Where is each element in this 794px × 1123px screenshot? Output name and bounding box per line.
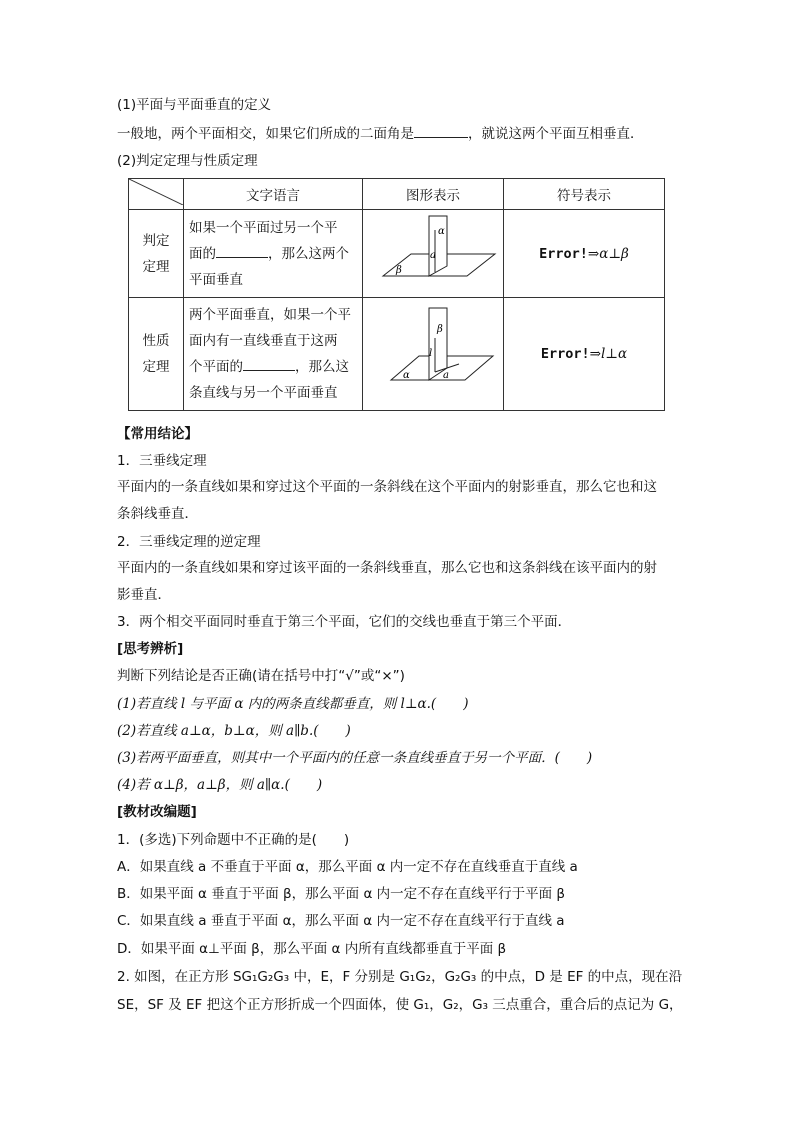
option-d[interactable]: D．如果平面 α⊥平面 β，那么平面 α 内所有直线都垂直于平面 β: [117, 941, 507, 957]
symbol-determination: [504, 210, 665, 298]
symbol-expression: ⇒l⊥α: [589, 346, 628, 362]
question-2-line-1: 2. 如图，在正方形 SG₁G₂G₃ 中，E，F 分别是 G₁G₂，G₂G₃ 的中点，D 是 EF 的中点，现在沿: [117, 969, 683, 985]
judgment-3: (3)若两平面垂直，则其中一个平面内的任意一条直线垂直于另一个平面．( ): [117, 750, 593, 766]
definition-blank[interactable]: [414, 124, 468, 138]
judgment-4: (4)若 α⊥β，a⊥β，则 a∥α.( ): [117, 777, 323, 793]
fig-label-beta: β: [437, 324, 443, 335]
conclusion-2-body-1: 平面内的一条直线如果和穿过该平面的一条斜线垂直，那么它也和这条斜线在该平面内的射: [117, 560, 657, 576]
determination-diagram: [363, 210, 503, 293]
theorem-table: [128, 178, 665, 411]
symbol-expression: ⇒α⊥β: [587, 245, 629, 262]
corner-diagonal-line: [129, 179, 183, 205]
desc-text: ，那么这: [295, 359, 349, 375]
desc-text: 面的: [189, 245, 216, 262]
header-corner-cell: [129, 179, 184, 210]
determination-blank[interactable]: [216, 244, 268, 258]
table-row-determination: [129, 210, 665, 298]
row-label-property: [129, 298, 184, 411]
property-blank[interactable]: [243, 357, 295, 371]
row-label-line: 定理: [142, 359, 170, 375]
definition-text-a: 一般地，两个平面相交，如果它们所成的二面角是: [117, 126, 414, 142]
question-2-line-2: SE，SF 及 EF 把这个正方形折成一个四面体，使 G₁，G₂，G₃ 三点重合，重合后的点记为 G，: [117, 997, 683, 1013]
figure-property: [363, 298, 504, 411]
judgment-2: (2)若直线 a⊥α，b⊥α，则 a∥b.( ): [117, 723, 351, 739]
row-label-line: 判定: [142, 232, 170, 249]
fig-label-beta: β: [396, 265, 402, 276]
row-desc-property: [184, 298, 363, 411]
desc-line: [189, 354, 357, 380]
conclusion-1-body-2: 条斜线垂直．: [117, 506, 198, 522]
row-label-determination: [129, 210, 184, 298]
section-2-title: (2)判定定理与性质定理: [117, 153, 258, 169]
question-1: 1．(多选)下列命题中不正确的是( ): [117, 832, 350, 848]
common-conclusions-title: 【常用结论】: [117, 426, 198, 442]
figure-determination: [363, 210, 504, 298]
judgment-1: (1)若直线 l 与平面 α 内的两条直线都垂直，则 l⊥α.( ): [117, 696, 469, 712]
fig-label-a: a: [430, 250, 436, 261]
symbol-error-text: Error!: [540, 346, 590, 362]
think-analysis-title: [思考辨析]: [117, 641, 184, 657]
desc-line: 如果一个平面过另一个平: [189, 219, 338, 236]
fig-label-alpha: α: [403, 370, 410, 381]
desc-line: 面内有一直线垂直于这两: [189, 333, 338, 349]
desc-line: 条直线与另一个平面垂直: [189, 385, 338, 401]
row-label-line: 性质: [142, 333, 170, 349]
header-symbol: 符号表示: [504, 179, 665, 210]
symbol-property: [504, 298, 665, 411]
conclusion-1-body-1: 平面内的一条直线如果和穿过这个平面的一条斜线在这个平面内的射影垂直，那么它也和这: [117, 479, 657, 495]
section-1-title: (1)平面与平面垂直的定义: [117, 97, 272, 113]
desc-text: 个平面的: [189, 359, 243, 375]
fig-label-a: a: [443, 370, 449, 381]
think-intro: 判断下列结论是否正确(请在括号中打“√”或“×”): [117, 668, 405, 684]
row-label-line: 定理: [142, 258, 170, 275]
table-row-property: [129, 298, 665, 411]
property-diagram: [363, 298, 503, 406]
fig-label-alpha: α: [438, 226, 445, 237]
symbol-error-text: Error!: [539, 245, 588, 262]
definition-text: [117, 124, 644, 143]
definition-text-b: ，就说这两个平面互相垂直．: [468, 126, 644, 142]
conclusion-2-title: 2．三垂线定理的逆定理: [117, 534, 261, 550]
table-header-row: [129, 179, 665, 210]
option-b[interactable]: B．如果平面 α 垂直于平面 β，那么平面 α 内一定不存在直线平行于平面 β: [117, 886, 566, 902]
header-text-language: 文字语言: [184, 179, 363, 210]
conclusion-3: 3．两个相交平面同时垂直于第三个平面，它们的交线也垂直于第三个平面．: [117, 614, 572, 630]
conclusion-2-body-2: 影垂直．: [117, 587, 171, 603]
desc-text: ，那么这两个: [268, 245, 349, 262]
option-a[interactable]: A．如果直线 a 不垂直于平面 α，那么平面 α 内一定不存在直线垂直于直线 a: [117, 859, 578, 875]
option-c[interactable]: C．如果直线 a 垂直于平面 α，那么平面 α 内一定不存在直线平行于直线 a: [117, 913, 565, 929]
desc-line: 平面垂直: [189, 271, 243, 288]
textbook-adapted-title: [教材改编题]: [117, 804, 197, 820]
header-figure: 图形表示: [363, 179, 504, 210]
desc-line: [189, 241, 357, 267]
conclusion-1-title: 1．三垂线定理: [117, 453, 207, 469]
row-desc-determination: [184, 210, 363, 298]
fig-label-l: l: [429, 348, 433, 359]
desc-line: 两个平面垂直，如果一个平: [189, 307, 351, 323]
